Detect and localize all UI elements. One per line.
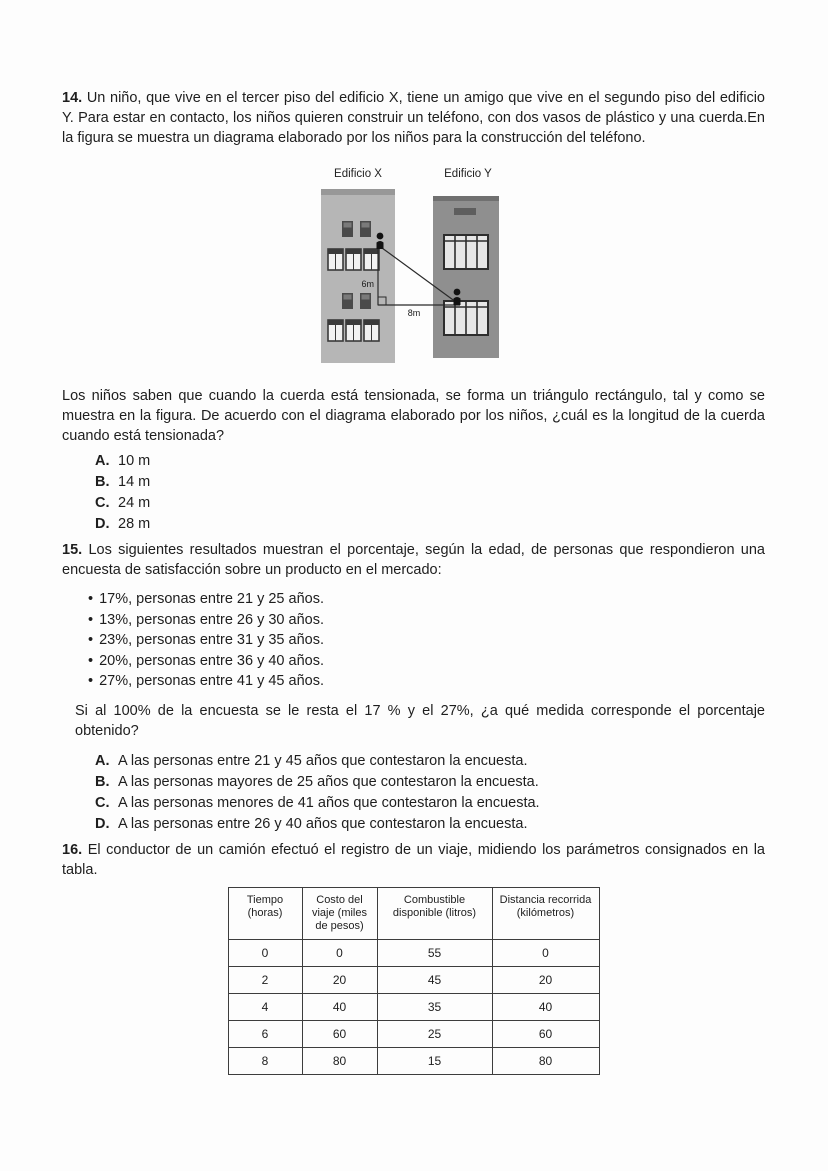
question-15-option-d	[95, 814, 765, 835]
table-cell: 80	[492, 1047, 599, 1074]
question-15-options	[95, 751, 765, 835]
column-header-cost: Costo del viaje (miles de pesos)	[302, 887, 377, 939]
window-icon	[364, 320, 379, 341]
question-14-option-d	[95, 514, 765, 535]
table-cell: 2	[228, 966, 302, 993]
trip-data-table	[228, 887, 600, 1075]
question-15-bullet-list	[88, 589, 765, 692]
bullet-icon	[88, 651, 93, 672]
column-header-fuel: Combustible disponible (litros)	[377, 887, 492, 939]
window-icon	[328, 320, 343, 341]
option-letter: D.	[95, 815, 110, 832]
table-cell: 45	[377, 966, 492, 993]
column-header-time: Tiempo (horas)	[228, 887, 302, 939]
option-letter: A.	[95, 453, 110, 469]
bullet-text: 13%, personas entre 26 y 30 años.	[99, 611, 324, 628]
question-15-option-c	[95, 793, 765, 814]
option-letter: A.	[95, 752, 110, 769]
question-14-figure	[62, 165, 765, 365]
column-header-distance: Distancia recorrida (kilómetros)	[492, 887, 599, 939]
table-cell: 6	[228, 1020, 302, 1047]
table-cell: 25	[377, 1020, 492, 1047]
table-cell: 15	[377, 1047, 492, 1074]
window-icon	[328, 249, 343, 270]
table-cell: 0	[228, 939, 302, 966]
table-cell: 4	[228, 993, 302, 1020]
option-text: 14 m	[118, 474, 151, 490]
question-15-option-b	[95, 772, 765, 793]
bullet-text: 17%, personas entre 21 y 25 años.	[99, 591, 324, 607]
question-14-question: Los niños saben que cuando la cuerda está tensionada, se forma un triángulo rectángulo, tal y como se muestra en la figura. De acuerdo con el diagrama elaborado por los niños, ¿cuál es la longitud de la cuerda cuando está tensionada?	[62, 388, 765, 444]
table-row	[228, 1047, 599, 1074]
building-x-label: Edificio X	[333, 168, 382, 180]
buildings-diagram	[321, 165, 507, 365]
table-cell: 80	[302, 1047, 377, 1074]
question-15-text: Los siguientes resultados muestran el porcentaje, según la edad, de personas que respondieron una encuesta de satisfacción sobre un producto en el mercado:	[62, 542, 765, 578]
option-letter: C.	[95, 495, 110, 511]
question-15-number: 15.	[62, 542, 83, 558]
option-text: A las personas menores de 41 años que contestaron la encuesta.	[118, 794, 540, 811]
option-letter: B.	[95, 773, 110, 790]
question-16-text: El conductor de un camión efectuó el registro de un viaje, midiendo los parámetros consignados en la tabla.	[62, 841, 765, 878]
table-cell: 20	[302, 966, 377, 993]
window-icon	[364, 249, 379, 270]
list-item	[88, 630, 765, 651]
list-item	[88, 610, 765, 631]
table-cell: 20	[492, 966, 599, 993]
bullet-text: 23%, personas entre 31 y 35 años.	[99, 632, 324, 649]
option-letter: B.	[95, 474, 110, 490]
option-letter: D.	[95, 516, 110, 532]
horizontal-side-measure-label: 8m	[407, 308, 420, 318]
window-icon	[444, 301, 488, 335]
option-text: 10 m	[118, 453, 151, 469]
question-14-text: Un niño, que vive en el tercer piso del edificio X, tiene un amigo que vive en el segundo piso del edificio Y. Para estar en contacto, los niños quieren construir un teléfono, con dos vasos de plástico y una cuerda.En la figura se muestra un diagrama elaborado por los niños para la construcción del teléfono.	[62, 90, 765, 146]
window-icon	[360, 293, 371, 309]
list-item	[88, 651, 765, 672]
question-15-question: Si al 100% de la encuesta se le resta el 17 % y el 27%, ¿a qué medida corresponde el porcentaje obtenido?	[75, 702, 765, 739]
window-icon	[346, 249, 361, 270]
bullet-icon	[88, 589, 93, 610]
bullet-icon	[88, 671, 93, 692]
question-16-table-wrapper	[62, 887, 765, 1075]
table-row	[228, 939, 599, 966]
question-14-number: 14.	[62, 90, 83, 106]
building-y	[433, 196, 499, 358]
table-cell: 0	[302, 939, 377, 966]
window-icon	[360, 221, 371, 237]
question-15-statement	[62, 540, 765, 580]
bullet-icon	[88, 610, 93, 631]
question-14-option-b	[95, 472, 765, 493]
question-15-option-a	[95, 751, 765, 772]
bullet-icon	[88, 630, 93, 651]
table-cell: 40	[302, 993, 377, 1020]
table-cell: 55	[377, 939, 492, 966]
option-text: 28 m	[118, 516, 151, 532]
table-cell: 0	[492, 939, 599, 966]
window-icon	[342, 221, 353, 237]
table-cell: 8	[228, 1047, 302, 1074]
table-header-row	[228, 887, 599, 939]
bullet-text: 27%, personas entre 41 y 45 años.	[99, 673, 324, 690]
option-letter: C.	[95, 794, 110, 811]
question-14-options	[95, 451, 765, 535]
table-cell: 35	[377, 993, 492, 1020]
table-row	[228, 1020, 599, 1047]
question-14-option-a	[95, 451, 765, 472]
table-cell: 60	[302, 1020, 377, 1047]
bullet-text: 20%, personas entre 36 y 40 años.	[99, 652, 324, 669]
option-text: A las personas entre 21 y 45 años que contestaron la encuesta.	[118, 752, 528, 769]
building-y-label: Edificio Y	[443, 168, 492, 180]
table-row	[228, 993, 599, 1020]
option-text: A las personas mayores de 25 años que contestaron la encuesta.	[118, 773, 539, 790]
option-text: A las personas entre 26 y 40 años que contestaron la encuesta.	[118, 815, 528, 832]
table-row	[228, 966, 599, 993]
question-14-statement	[62, 88, 765, 148]
question-14-option-c	[95, 493, 765, 514]
window-icon	[342, 293, 353, 309]
table-cell: 40	[492, 993, 599, 1020]
vertical-side-measure-label: 6m	[360, 279, 374, 289]
table-cell: 60	[492, 1020, 599, 1047]
list-item	[88, 589, 765, 610]
option-text: 24 m	[118, 495, 151, 511]
window-icon	[444, 235, 488, 269]
list-item	[88, 671, 765, 692]
question-16-number: 16.	[62, 841, 83, 858]
question-16-statement	[62, 840, 765, 880]
window-icon	[346, 320, 361, 341]
building-x	[321, 189, 395, 363]
